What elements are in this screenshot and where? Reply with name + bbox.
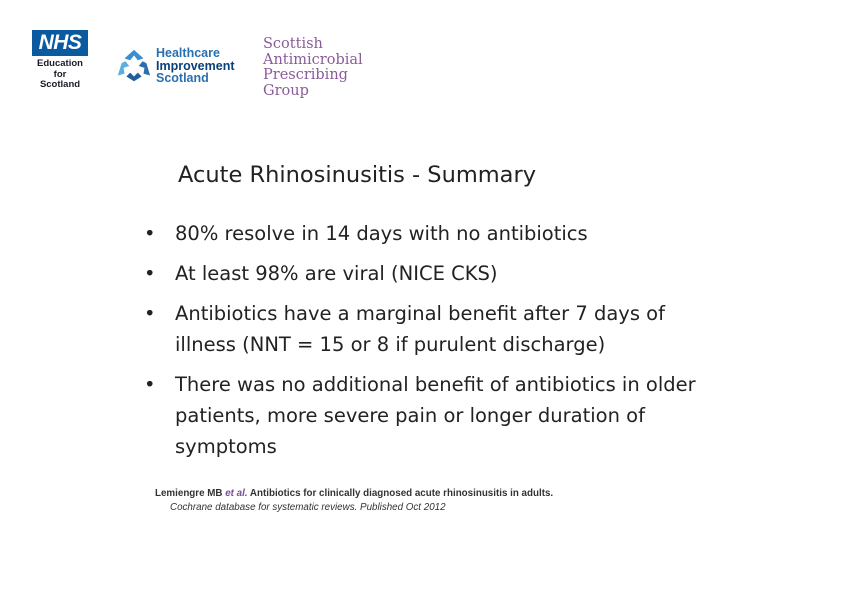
his-emblem-icon — [115, 46, 153, 86]
bullet-item: • Antibiotics have a marginal benefit after 7 days of illness (NNT = 15 or 8 if purulent discharge) — [142, 298, 702, 360]
nhs-education-scotland-logo — [32, 30, 92, 91]
bullet-list — [142, 218, 702, 471]
nhs-subtitle: Education for Scotland — [37, 58, 83, 90]
citation-source: Cochrane database for systematic reviews. Published Oct 2012 — [170, 502, 446, 513]
citation-line-1: Lemiengre MB et al. Antibiotics for clinically diagnosed acute rhinosinusitis in adults. — [155, 488, 554, 499]
bullet-item: • At least 98% are viral (NICE CKS) — [142, 258, 702, 289]
citation — [155, 487, 553, 515]
bullet-item: • There was no additional benefit of antibiotics in older patients, more severe pain or longer duration of symptoms — [142, 369, 702, 462]
bullet-dot: • — [144, 262, 156, 285]
sapg-logo: Scottish Antimicrobial Prescribing Group — [263, 36, 363, 99]
healthcare-improvement-scotland-logo — [115, 46, 235, 86]
bullet-dot: • — [144, 373, 156, 396]
his-wordmark: Healthcare Improvement Scotland — [156, 46, 235, 86]
slide-title: Acute Rhinosinusitis - Summary — [178, 162, 537, 188]
bullet-dot: • — [144, 222, 156, 245]
bullet-dot: • — [144, 302, 156, 325]
nhs-mark: NHS — [32, 30, 88, 56]
bullet-item: • 80% resolve in 14 days with no antibiotics — [142, 218, 702, 249]
